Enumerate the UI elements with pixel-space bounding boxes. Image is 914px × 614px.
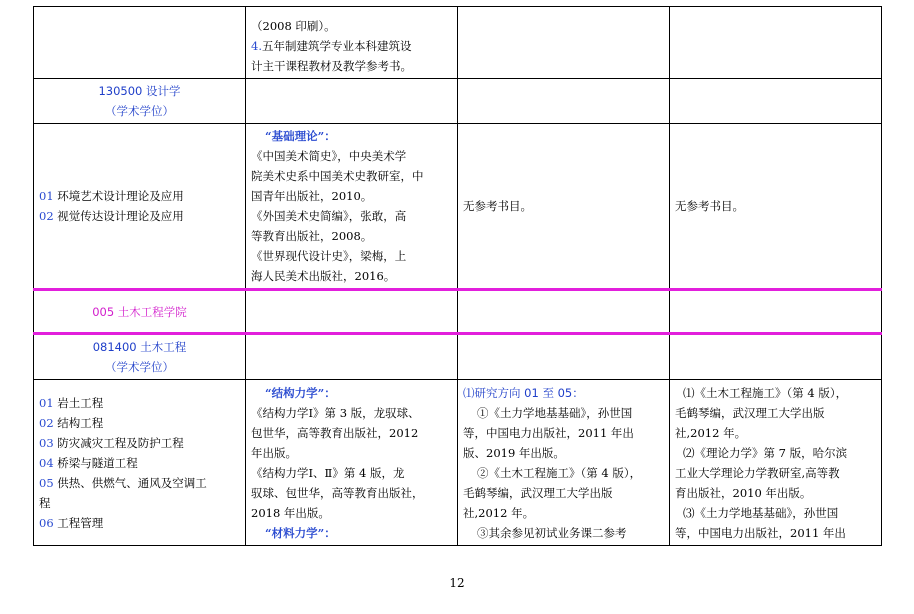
bib-line: 《结构力学Ⅰ、Ⅱ》第 4 版，龙 — [251, 465, 405, 480]
direction-item-wrap: 程 — [39, 495, 51, 510]
no-reference-cell: 无参考书目。 — [670, 124, 882, 290]
table-row-major-design — [34, 79, 882, 124]
bib-line: 院美术史系中国美术史教研室，中 — [251, 169, 424, 183]
major-cell — [34, 79, 246, 124]
bib-line: ①《土力学地基基础》，孙世国 — [477, 405, 633, 420]
direction-number: 01 — [39, 395, 54, 410]
cell-empty — [670, 7, 882, 79]
bib-line: 工业大学理论力学教研室,高等教 — [675, 465, 840, 480]
bib-line: 版、2019 年出版。 — [463, 445, 565, 460]
bib-item-number: 4. — [251, 39, 262, 53]
bib-line: ⑵《理论力学》第 7 版，哈尔滨 — [683, 445, 848, 460]
direction-item — [39, 513, 240, 533]
direction-name: 防灾减灾工程及防护工程 — [57, 435, 184, 450]
cell-empty — [458, 334, 670, 380]
equivalent-bibliography-cell — [670, 380, 882, 546]
bib-line: 等，中国电力出版社，2011 年出 — [463, 425, 634, 440]
major-code-name: 130500 设计学 — [98, 84, 181, 98]
bib-line: 毛鹤琴编，武汉理工大学出版 — [675, 405, 825, 420]
direction-name: 结构工程 — [57, 415, 104, 430]
school-name: 005 土木工程学院 — [34, 290, 246, 334]
bib-line — [251, 36, 452, 56]
direction-number: 04 — [39, 455, 54, 470]
major-degree: （学术学位） — [105, 104, 174, 118]
directions-cell — [34, 380, 246, 546]
direction-item — [39, 393, 240, 413]
cell-empty — [34, 7, 246, 79]
bib-line: 计主干课程教材及教学参考书。 — [251, 59, 412, 73]
direction-name: 供热、供燃气、通风及空调工 — [57, 475, 207, 490]
direction-name: 桥梁与隧道工程 — [57, 455, 138, 470]
bib-line: 等教育出版社，2008。 — [251, 229, 373, 243]
direction-item — [39, 433, 240, 453]
table-row-major-civil — [34, 334, 882, 380]
major-degree: （学术学位） — [105, 360, 174, 374]
bib-line: 国青年出版社，2010。 — [251, 189, 373, 203]
direction-item — [39, 206, 240, 226]
bib-line: 《外国美术史简编》，张敢，高 — [251, 209, 407, 223]
cell-empty — [670, 290, 882, 334]
bib-line-text: 五年制建筑学专业本科建筑设 — [261, 39, 412, 53]
direction-item — [39, 473, 240, 493]
direction-name: 视觉传达设计理论及应用 — [57, 209, 184, 223]
bib-line: （2008 印刷）。 — [251, 19, 336, 33]
bib-line: 等，中国电力出版社，2011 年出 — [675, 525, 846, 540]
bibliography-cell — [246, 380, 458, 546]
subject-heading: “材料力学”： — [265, 525, 336, 540]
bib-line: ②《土木工程施工》（第 4 版）， — [477, 465, 642, 480]
no-reference-cell: 无参考书目。 — [458, 124, 670, 290]
cell-empty — [670, 79, 882, 124]
bib-line: ⑶《土力学地基基础》，孙世国 — [683, 505, 839, 520]
page-number: 12 — [449, 576, 465, 590]
bib-line: 育出版社，2010 年出版。 — [675, 485, 812, 500]
direction-name: 环境艺术设计理论及应用 — [57, 189, 184, 203]
bib-line: 年出版。 — [251, 445, 297, 460]
retest-bibliography-cell — [458, 380, 670, 546]
subject-heading: “结构力学”： — [265, 385, 336, 400]
bib-line: 2018 年出版。 — [251, 505, 330, 520]
cell-empty — [458, 290, 670, 334]
direction-name: 工程管理 — [57, 515, 104, 530]
bib-line: 《中国美术简史》，中央美术学 — [251, 149, 407, 163]
bib-line: ③其余参见初试业务课二参考 — [477, 525, 627, 540]
table-row-continuation — [34, 7, 882, 79]
direction-name: 岩土工程 — [57, 395, 104, 410]
cell-empty — [246, 79, 458, 124]
bib-line: 社,2012 年。 — [463, 505, 535, 520]
major-cell — [34, 334, 246, 380]
directions-cell — [34, 124, 246, 290]
bib-line: 包世华，高等教育出版社，2012 — [251, 425, 419, 440]
bib-line: 海人民美术出版社，2016。 — [251, 269, 396, 283]
bib-line: 社,2012 年。 — [675, 425, 747, 440]
bibliography-cell — [246, 124, 458, 290]
table-row-school — [34, 290, 882, 334]
bib-line: 《结构力学Ⅰ》第 3 版，龙驭球、 — [251, 405, 420, 420]
catalog-table — [33, 6, 882, 546]
direction-number: 03 — [39, 435, 54, 450]
cell-empty — [670, 334, 882, 380]
cell-bibliography-continued — [246, 7, 458, 79]
cell-empty — [246, 334, 458, 380]
bib-line: 毛鹤琴编，武汉理工大学出版 — [463, 485, 613, 500]
cell-empty — [458, 7, 670, 79]
direction-number: 01 — [39, 189, 54, 203]
bib-line: ⑴《土木工程施工》（第 4 版）， — [683, 385, 848, 400]
bib-line: 《世界现代设计史》，梁梅，上 — [251, 249, 407, 263]
direction-number: 02 — [39, 209, 54, 223]
subject-heading: “基础理论”： — [265, 129, 336, 143]
bib-line: 驭球、包世华，高等教育出版社， — [251, 485, 424, 500]
retest-intro: ⑴研究方向 01 至 05： — [463, 385, 584, 400]
direction-number: 06 — [39, 515, 54, 530]
cell-empty — [458, 79, 670, 124]
table-row-design-detail — [34, 124, 882, 290]
direction-item — [39, 453, 240, 473]
table-row-civil-detail — [34, 380, 882, 546]
direction-number: 02 — [39, 415, 54, 430]
direction-item — [39, 186, 240, 206]
direction-item — [39, 413, 240, 433]
major-code-name: 081400 土木工程 — [92, 340, 187, 354]
cell-empty — [246, 290, 458, 334]
direction-number: 05 — [39, 475, 54, 490]
